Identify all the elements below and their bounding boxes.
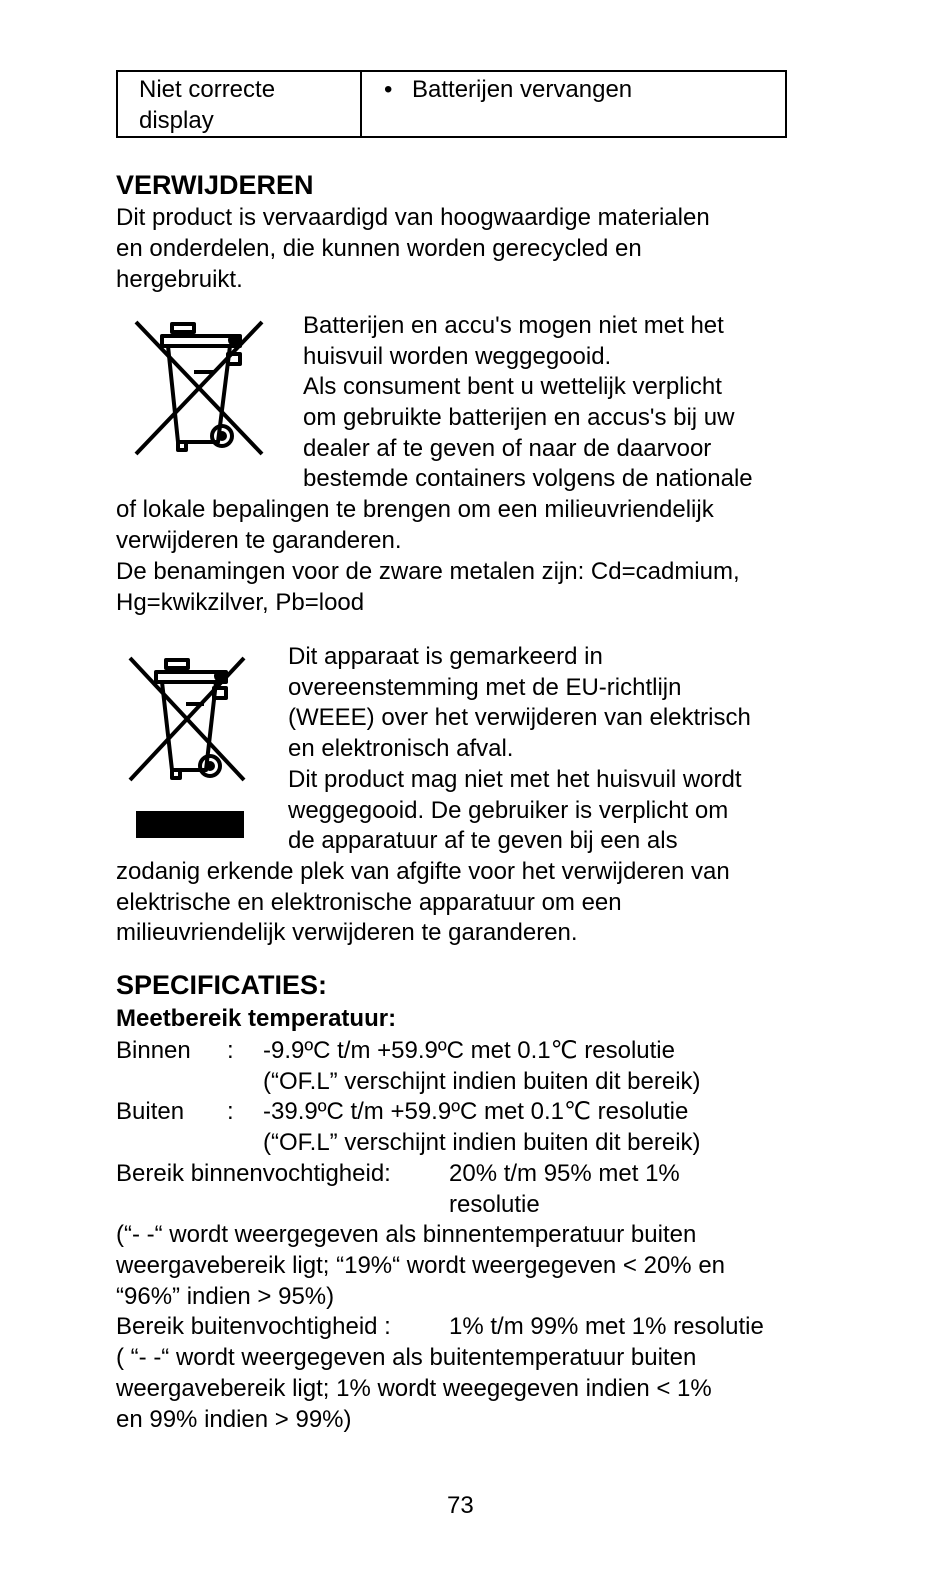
troubleshooting-table <box>116 70 787 138</box>
weee-text-line: weggegooid. De gebruiker is verplicht om <box>288 797 729 824</box>
weee-text-line: Dit apparaat is gemarkeerd in <box>288 643 603 670</box>
battery-text-line: De benamingen voor de zware metalen zijn: Cd=cadmium, <box>116 558 740 585</box>
weee-text-line: elektrische en elektronische apparatuur om een <box>116 889 622 916</box>
battery-text-line: of lokale bepalingen te brengen om een milieuvriendelijk <box>116 496 714 523</box>
weee-text-line: (WEEE) over het verwijderen van elektrisch <box>288 704 751 731</box>
outdoor-note: (“OF.L” verschijnt indien buiten dit bereik) <box>263 1129 701 1156</box>
weee-text-line: overeenstemming met de EU-richtlijn <box>288 674 682 701</box>
solution-text: Batterijen vervangen <box>412 76 633 103</box>
crossed-bin-icon <box>132 320 267 458</box>
battery-text-line: Batterijen en accu's mogen niet met het <box>303 312 724 339</box>
battery-text-line: om gebruikte batterijen en accus's bij uw <box>303 404 735 431</box>
outdoor-humidity-note: ( “- -“ wordt weergegeven als buitentemperatuur buiten <box>116 1344 697 1371</box>
outdoor-humidity-value: 1% t/m 99% met 1% resolutie <box>449 1313 764 1340</box>
indoor-humidity-label: Bereik binnenvochtigheid: <box>116 1160 391 1187</box>
weee-black-bar <box>136 811 244 838</box>
problem-cell <box>117 71 361 137</box>
indoor-range: -9.9ºC t/m +59.9ºC met 0.1℃ resolutie <box>263 1037 675 1064</box>
battery-text-line: verwijderen te garanderen. <box>116 527 402 554</box>
page-number: 73 <box>447 1492 474 1519</box>
indoor-humidity-note: weergavebereik ligt; “19%“ wordt weergegeven < 20% en <box>116 1252 726 1279</box>
disposal-intro-line: Dit product is vervaardigd van hoogwaardige materialen <box>116 204 710 231</box>
indoor-humidity-value: 20% t/m 95% met 1% <box>449 1160 680 1187</box>
outdoor-humidity-label: Bereik buitenvochtigheid : <box>116 1313 391 1340</box>
weee-text-line: milieuvriendelijk verwijderen te garanderen. <box>116 919 578 946</box>
problem-line: display <box>139 107 214 134</box>
indoor-label: Binnen <box>116 1037 191 1064</box>
battery-text-line: dealer af te geven of naar de daarvoor <box>303 435 712 462</box>
bullet-icon: • <box>384 76 393 103</box>
indoor-colon: : <box>227 1037 234 1064</box>
indoor-humidity-value: resolutie <box>449 1191 540 1218</box>
battery-text-line: Als consument bent u wettelijk verplicht <box>303 373 722 400</box>
battery-text-line: Hg=kwikzilver, Pb=lood <box>116 589 365 616</box>
indoor-note: (“OF.L” verschijnt indien buiten dit bereik) <box>263 1068 701 1095</box>
weee-text-line: zodanig erkende plek van afgifte voor het verwijderen van <box>116 858 730 885</box>
indoor-humidity-note: (“- -“ wordt weergegeven als binnentemperatuur buiten <box>116 1221 697 1248</box>
solution-cell <box>361 71 786 137</box>
crossed-bin-weee-icon <box>126 656 248 786</box>
disposal-intro-line: hergebruikt. <box>116 266 243 293</box>
temp-range-heading: Meetbereik temperatuur: <box>116 1005 397 1032</box>
weee-text-line: en elektronisch afval. <box>288 735 514 762</box>
battery-text-line: huisvuil worden weggegooid. <box>303 343 612 370</box>
weee-text-line: de apparatuur af te geven bij een als <box>288 827 678 854</box>
specs-heading: SPECIFICATIES: <box>116 970 328 1000</box>
outdoor-label: Buiten <box>116 1098 185 1125</box>
outdoor-humidity-note: weergavebereik ligt; 1% wordt weegegeven indien < 1% <box>116 1375 712 1402</box>
problem-line: Niet correcte <box>139 76 276 103</box>
disposal-intro-line: en onderdelen, die kunnen worden gerecycled en <box>116 235 642 262</box>
outdoor-humidity-note: en 99% indien > 99%) <box>116 1406 352 1433</box>
table-row <box>117 71 786 137</box>
indoor-humidity-note: “96%” indien > 95%) <box>116 1283 335 1310</box>
outdoor-colon: : <box>227 1098 234 1125</box>
weee-text-line: Dit product mag niet met het huisvuil wordt <box>288 766 742 793</box>
outdoor-range: -39.9ºC t/m +59.9ºC met 0.1℃ resolutie <box>263 1098 689 1125</box>
disposal-heading: VERWIJDEREN <box>116 170 314 200</box>
battery-text-line: bestemde containers volgens de nationale <box>303 465 753 492</box>
